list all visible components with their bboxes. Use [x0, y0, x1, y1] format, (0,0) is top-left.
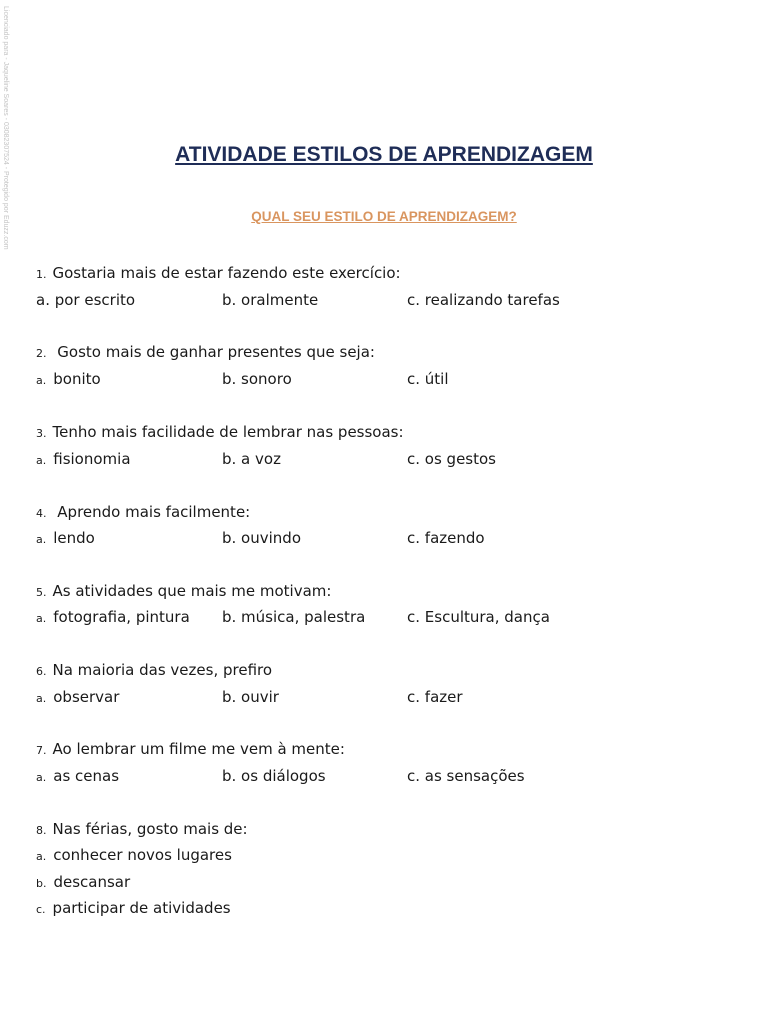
question-8-option-b	[36, 873, 130, 891]
question-text: Gosto mais de ganhar presentes que seja:	[57, 343, 375, 361]
question-number: 4.	[36, 507, 47, 520]
page-subtitle: QUAL SEU ESTILO DE APRENDIZAGEM?	[251, 209, 517, 224]
question-6	[36, 661, 272, 679]
option-a	[36, 529, 95, 547]
option-letter: a.	[36, 850, 47, 863]
option-b: b. ouvindo	[222, 529, 301, 547]
option-letter: a.	[36, 533, 47, 546]
question-1-options	[36, 291, 636, 313]
question-7-options	[36, 767, 636, 789]
question-number: 2.	[36, 347, 47, 360]
page-title: ATIVIDADE ESTILOS DE APRENDIZAGEM	[175, 143, 593, 166]
option-c: c. fazendo	[407, 529, 485, 547]
option-letter: a.	[36, 374, 47, 387]
option-text: participar de atividades	[52, 899, 231, 917]
option-a	[36, 767, 119, 785]
option-text: observar	[53, 688, 120, 706]
question-3-options	[36, 450, 636, 472]
question-1	[36, 264, 401, 282]
question-number: 1.	[36, 268, 47, 281]
question-text: Tenho mais facilidade de lembrar nas pessoas:	[52, 423, 404, 441]
question-text: As atividades que mais me motivam:	[52, 582, 332, 600]
question-text: Na maioria das vezes, prefiro	[52, 661, 273, 679]
question-4-options	[36, 529, 636, 551]
option-text: conhecer novos lugares	[53, 846, 232, 864]
option-c: c. fazer	[407, 688, 463, 706]
option-text: lendo	[53, 529, 95, 547]
option-letter: a.	[36, 771, 47, 784]
question-5	[36, 582, 331, 600]
license-watermark: Licenciado para - Jaqueline Soares - 03082307524 - Protegido por Eduzz.com	[2, 6, 9, 250]
question-3	[36, 423, 404, 441]
option-a	[36, 370, 101, 388]
question-number: 8.	[36, 824, 47, 837]
question-8	[36, 820, 248, 838]
option-text: bonito	[53, 370, 101, 388]
option-text: descansar	[53, 873, 131, 891]
question-text: Aprendo mais facilmente:	[57, 503, 251, 521]
option-b: b. oralmente	[222, 291, 319, 309]
option-c: c. realizando tarefas	[407, 291, 560, 309]
option-c: c. os gestos	[407, 450, 496, 468]
question-4	[36, 503, 250, 521]
question-8-option-a	[36, 846, 232, 864]
question-2	[36, 343, 375, 361]
question-8-option-c	[36, 899, 231, 917]
option-letter: a.	[36, 692, 47, 705]
option-text: fotografia, pintura	[53, 608, 190, 626]
option-letter: a.	[36, 454, 47, 467]
question-text: Nas férias, gosto mais de:	[52, 820, 248, 838]
option-c: c. útil	[407, 370, 449, 388]
question-7	[36, 740, 345, 758]
question-number: 7.	[36, 744, 47, 757]
option-b: b. os diálogos	[222, 767, 326, 785]
option-b: b. sonoro	[222, 370, 292, 388]
option-text: as cenas	[53, 767, 120, 785]
question-number: 3.	[36, 427, 47, 440]
option-c: c. Escultura, dança	[407, 608, 550, 626]
option-text: fisionomia	[53, 450, 131, 468]
option-b: b. música, palestra	[222, 608, 366, 626]
option-a: a. por escrito	[36, 291, 136, 309]
option-a	[36, 450, 131, 468]
question-2-options	[36, 370, 636, 392]
question-6-options	[36, 688, 636, 710]
option-a	[36, 608, 190, 626]
question-text: Gostaria mais de estar fazendo este exercício:	[52, 264, 401, 282]
question-text: Ao lembrar um filme me vem à mente:	[52, 740, 345, 758]
option-letter: c.	[36, 903, 46, 916]
option-letter: a.	[36, 612, 47, 625]
question-number: 6.	[36, 665, 47, 678]
question-number: 5.	[36, 586, 47, 599]
question-5-options	[36, 608, 636, 630]
option-a	[36, 688, 119, 706]
option-b: b. ouvir	[222, 688, 279, 706]
option-c: c. as sensações	[407, 767, 525, 785]
option-letter: b.	[36, 877, 47, 890]
option-b: b. a voz	[222, 450, 281, 468]
